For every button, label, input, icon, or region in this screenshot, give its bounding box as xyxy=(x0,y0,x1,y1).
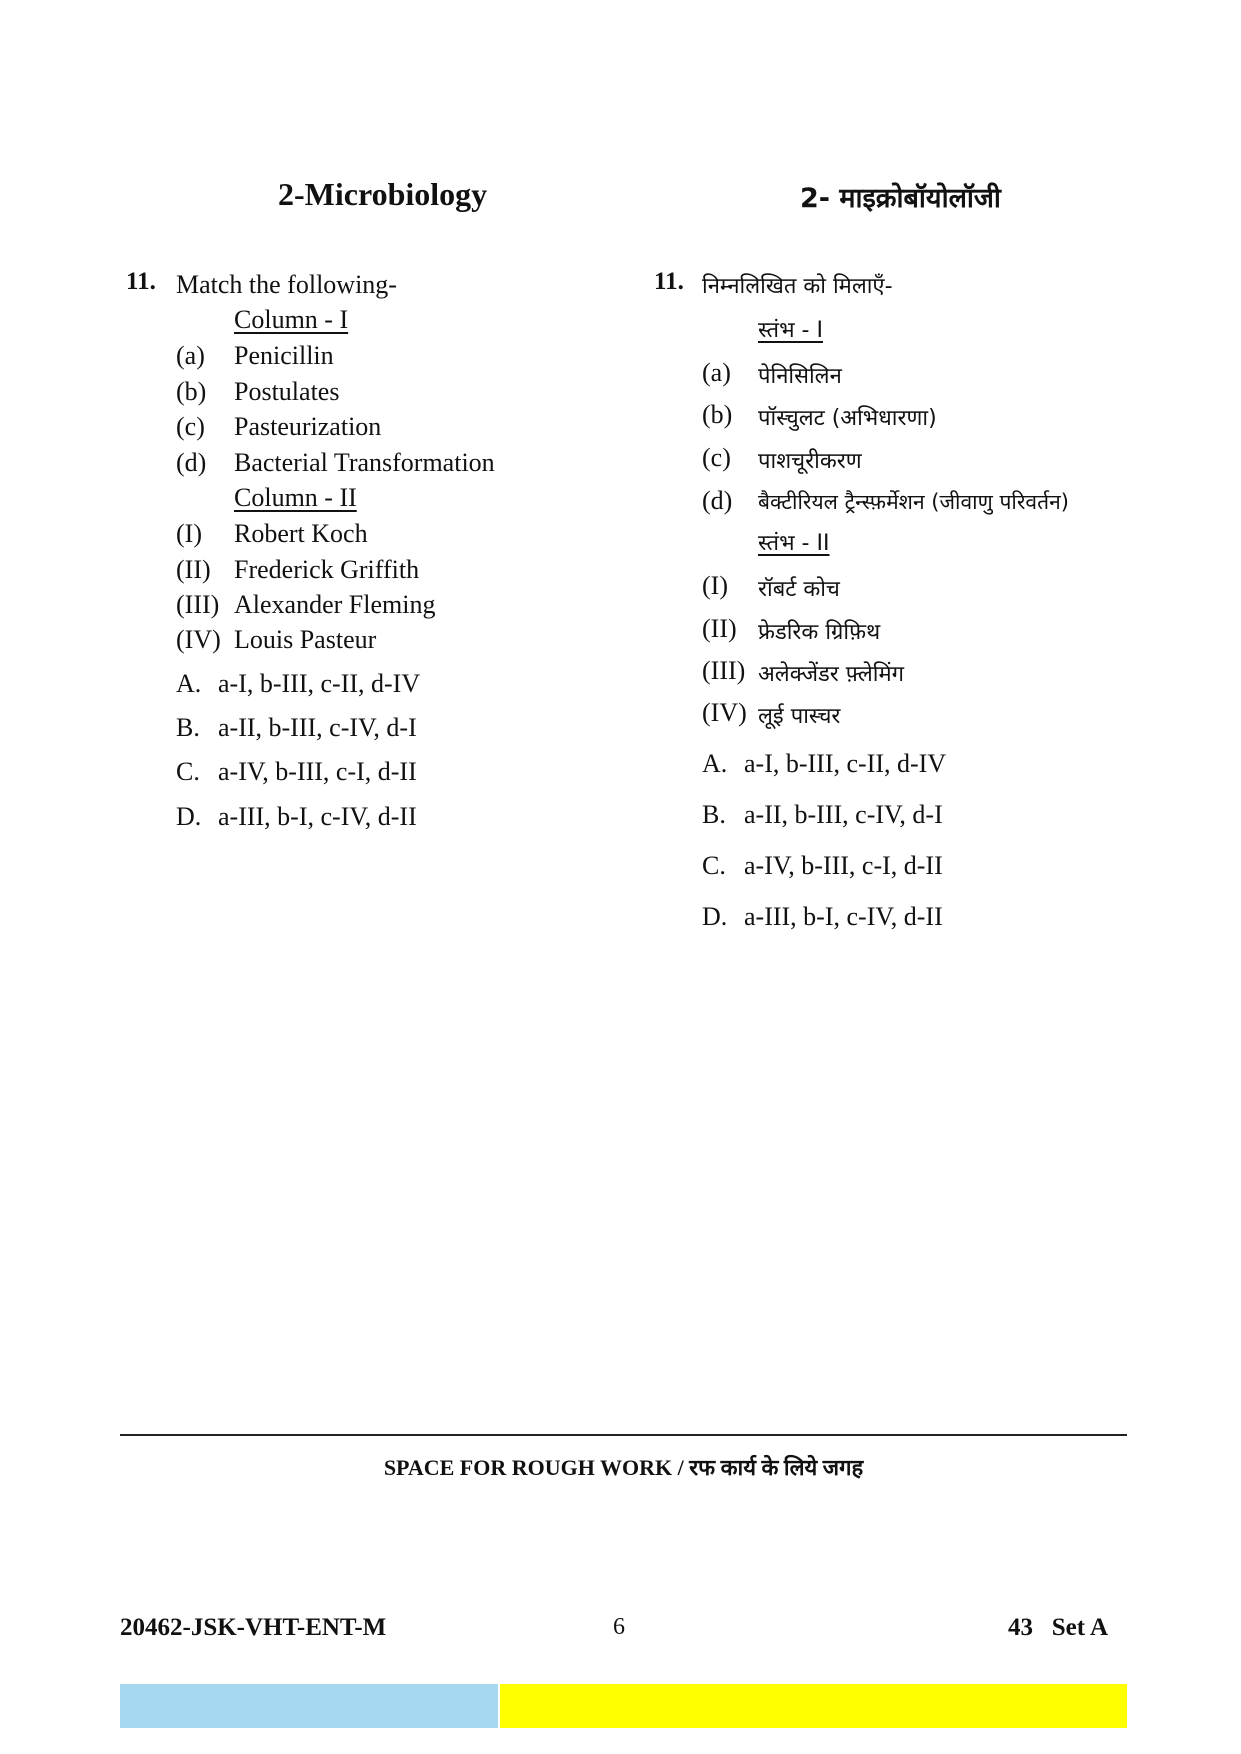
option-label: A. xyxy=(176,669,202,698)
column-1-heading: स्तंभ - I xyxy=(758,318,823,343)
item-text: फ्रेडरिक ग्रिफ़िथ xyxy=(758,620,881,645)
item-label: (III) xyxy=(176,590,220,619)
option-text: a-II, b-III, c-IV, d-I xyxy=(744,800,943,829)
list-item xyxy=(702,698,841,729)
item-text: Penicillin xyxy=(234,341,334,370)
list-item xyxy=(176,590,436,620)
item-text: पॉस्चुलट (अभिधारणा) xyxy=(758,406,937,431)
rough-work-divider xyxy=(120,1434,1127,1436)
footer-color-bar-blue xyxy=(120,1684,498,1728)
option-label: D. xyxy=(176,802,202,831)
option-label: C. xyxy=(176,757,200,786)
item-text: बैक्टीरियल ट्रैन्स्फ़र्मेशन (जीवाणु परिवर्तन) xyxy=(758,490,1069,514)
item-label: (I) xyxy=(702,571,728,600)
option-text: a-III, b-I, c-IV, d-II xyxy=(218,802,417,831)
item-text: अलेक्जेंडर फ़्लेमिंग xyxy=(758,662,905,687)
option-label: B. xyxy=(702,800,726,829)
column-2-heading: स्तंभ - II xyxy=(758,531,830,556)
question-number: 11. xyxy=(126,268,156,295)
answer-option-a xyxy=(176,669,420,699)
section-heading-english: 2-Microbiology xyxy=(278,176,488,212)
column-1-heading: Column - I xyxy=(234,305,349,334)
list-item xyxy=(702,571,840,602)
answer-option-c xyxy=(176,757,417,787)
footer-color-bar-yellow xyxy=(500,1684,1127,1728)
option-text: a-IV, b-III, c-I, d-II xyxy=(744,851,943,880)
paper-code: 20462-JSK-VHT-ENT-M xyxy=(120,1614,387,1641)
item-label: (d) xyxy=(702,486,733,515)
item-label: (c) xyxy=(176,412,205,441)
question-text: निम्नलिखित को मिलाएँ- xyxy=(702,274,893,299)
list-item xyxy=(176,625,377,655)
item-text: Pasteurization xyxy=(234,412,382,441)
list-item xyxy=(176,555,420,585)
item-text: रॉबर्ट कोच xyxy=(758,577,840,602)
item-text: Postulates xyxy=(234,377,340,406)
answer-option-b xyxy=(176,713,417,743)
option-text: a-II, b-III, c-IV, d-I xyxy=(218,713,417,742)
option-label: D. xyxy=(702,902,728,931)
set-label: 43 Set A xyxy=(1008,1614,1108,1641)
option-label: A. xyxy=(702,749,728,778)
item-text: Robert Koch xyxy=(234,519,368,548)
section-heading-hindi: 2- माइक्रोबॉयोलॉजी xyxy=(800,183,1001,214)
list-item xyxy=(702,443,862,474)
item-label: (c) xyxy=(702,443,731,472)
item-label: (III) xyxy=(702,656,746,685)
option-text: a-IV, b-III, c-I, d-II xyxy=(218,757,417,786)
page-number: 6 xyxy=(613,1614,625,1640)
answer-option-d xyxy=(702,902,943,932)
item-text: पेनिसिलिन xyxy=(758,364,842,389)
item-text: लूई पास्चर xyxy=(758,704,841,729)
list-item xyxy=(176,377,340,407)
rough-work-label: SPACE FOR ROUGH WORK / रफ कार्य के लिये जगह xyxy=(383,1455,864,1480)
answer-option-d xyxy=(176,802,417,832)
list-item xyxy=(702,486,1069,516)
item-label: (IV) xyxy=(702,698,747,727)
item-text: पाशचूरीकरण xyxy=(758,449,862,474)
list-item xyxy=(702,614,881,645)
item-text: Frederick Griffith xyxy=(234,555,420,584)
question-text: Match the following- xyxy=(176,270,397,299)
item-label: (IV) xyxy=(176,625,221,654)
answer-option-b xyxy=(702,800,943,830)
answer-option-c xyxy=(702,851,943,881)
question-number: 11. xyxy=(654,268,684,295)
answer-option-a xyxy=(702,749,946,779)
option-text: a-I, b-III, c-II, d-IV xyxy=(218,669,421,698)
item-text: Alexander Fleming xyxy=(234,590,436,619)
option-text: a-I, b-III, c-II, d-IV xyxy=(744,749,947,778)
item-label: (II) xyxy=(702,614,737,643)
list-item xyxy=(176,519,368,549)
list-item xyxy=(702,358,842,389)
item-label: (b) xyxy=(702,400,733,429)
option-text: a-III, b-I, c-IV, d-II xyxy=(744,902,943,931)
list-item xyxy=(702,400,937,431)
option-label: B. xyxy=(176,713,200,742)
item-label: (b) xyxy=(176,377,207,406)
column-2-heading: Column - II xyxy=(234,483,357,512)
item-label: (II) xyxy=(176,555,211,584)
item-label: (a) xyxy=(702,358,731,387)
list-item xyxy=(176,341,334,371)
list-item xyxy=(702,656,905,687)
item-text: Louis Pasteur xyxy=(234,625,377,654)
item-text: Bacterial Transformation xyxy=(234,448,495,477)
option-label: C. xyxy=(702,851,726,880)
item-label: (a) xyxy=(176,341,205,370)
list-item xyxy=(176,412,382,442)
item-label: (d) xyxy=(176,448,207,477)
list-item xyxy=(176,448,495,478)
item-label: (I) xyxy=(176,519,202,548)
